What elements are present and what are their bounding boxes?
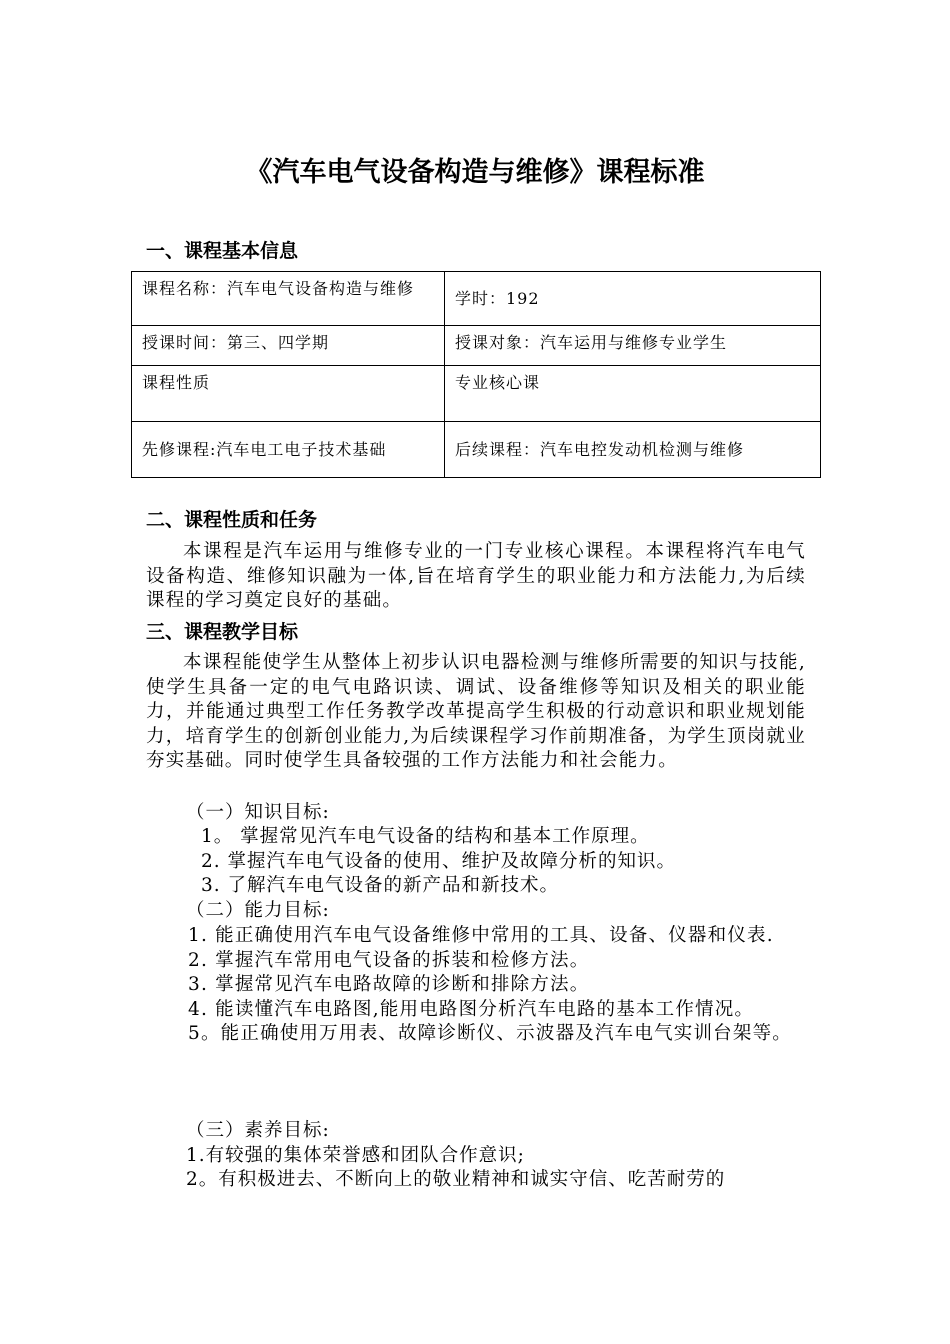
table-cell-course-name: 课程名称：汽车电气设备构造与维修 [132, 272, 445, 326]
section-heading-basic-info: 一、课程基本信息 [146, 240, 299, 262]
table-cell-followup: 后续课程：汽车电控发动机检测与维修 [445, 422, 821, 478]
table-cell-prerequisite: 先修课程:汽车电工电子技术基础 [132, 422, 445, 478]
ability-heading: （二）能力目标: [186, 900, 330, 921]
table-row [132, 366, 821, 422]
list-item: 3. 了解汽车电气设备的新产品和新技术。 [201, 875, 560, 896]
ability-list [146, 924, 806, 1047]
section-heading-nature-task: 二、课程性质和任务 [146, 509, 318, 531]
table-cell-audience: 授课对象：汽车运用与维修专业学生 [445, 326, 821, 366]
list-item: 1. 能正确使用汽车电气设备维修中常用的工具、设备、仪器和仪表. [188, 925, 774, 946]
table-row [132, 272, 821, 326]
quality-heading: （三）素养目标: [186, 1120, 330, 1141]
table-cell-nature-value: 专业核心课 [445, 366, 821, 422]
table-row [132, 326, 821, 366]
table-cell-nature-label: 课程性质 [132, 366, 445, 422]
list-item: 2。有积极进去、不断向上的敬业精神和诚实守信、吃苦耐劳的 [186, 1169, 726, 1190]
list-item: 2. 掌握汽车电气设备的使用、维护及故障分析的知识。 [201, 851, 677, 872]
list-item: 4. 能读懂汽车电路图,能用电路图分析汽车电路的基本工作情况。 [188, 998, 755, 1020]
table-cell-hours: 学时：192 [445, 272, 821, 326]
list-item: 2. 掌握汽车常用电气设备的拆装和检修方法。 [188, 949, 590, 971]
list-item: 3. 掌握常见汽车电路故障的诊断和排除方法。 [188, 974, 590, 995]
table-row [132, 422, 821, 478]
knowledge-heading: （一）知识目标: [186, 802, 330, 823]
table-cell-semester: 授课时间：第三、四学期 [132, 326, 445, 366]
list-item: 1.有较强的集体荣誉感和团队合作意识; [186, 1145, 525, 1166]
list-item: 5。能正确使用万用表、故障诊断仪、示波器及汽车电气实训台架等。 [188, 1023, 792, 1044]
course-info-table [131, 271, 821, 478]
objectives-paragraph: 本课程能使学生从整体上初步认识电器检测与维修所需要的知识与技能,使学生具备一定的电气电路识读、调试、设备维修等知识及相关的职业能力，并能通过典型工作任务教学改革提高学生积极的行动意识和职业规划能力，培育学生的创新创业能力,为后续课程学习作前期准备，为学生顶岗就业夯实基础。同时使学生具备较强的工作方法能力和社会能力。 [146, 652, 806, 771]
document-title: 《汽车电气设备构造与维修》课程标准 [245, 157, 705, 188]
list-item: 1。 掌握常见汽车电气设备的结构和基本工作原理。 [201, 826, 650, 847]
nature-task-paragraph: 本课程是汽车运用与维修专业的一门专业核心课程。本课程将汽车电气设备构造、维修知识融为一体,旨在培育学生的职业能力和方法能力,为后续课程的学习奠定良好的基础。 [146, 541, 806, 611]
section-heading-objectives: 三、课程教学目标 [146, 621, 299, 643]
